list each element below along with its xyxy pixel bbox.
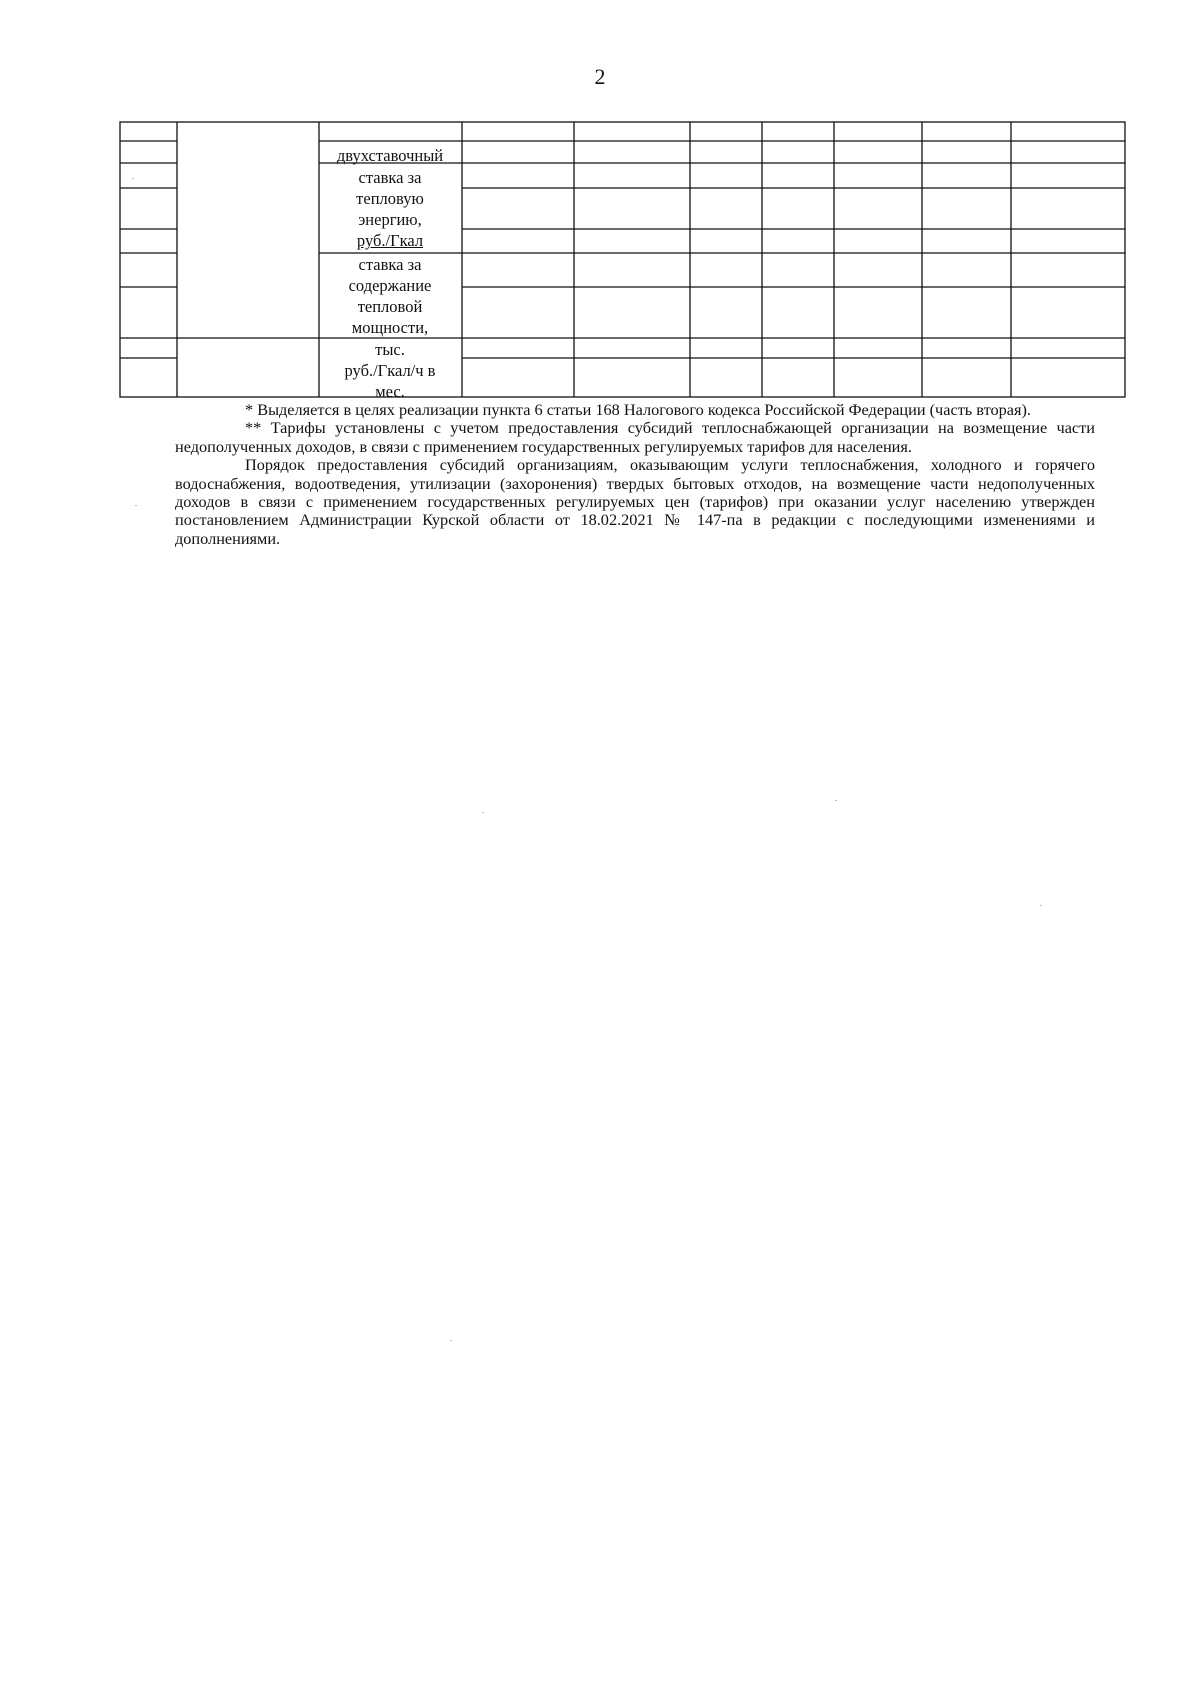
cell-label: тепловую [356, 189, 424, 208]
page-number: 2 [594, 64, 606, 89]
table-grid [119, 121, 1127, 399]
footnote-vat: * Выделяется в целях реализации пункта 6 статьи 168 Налогового кодекса Российской Федерации (часть вторая). [245, 400, 1031, 419]
footnotes [175, 401, 1095, 548]
cell-label: тепловой [357, 297, 423, 316]
tariff-table [119, 121, 1127, 399]
cell-label: руб./Гкал/ч в [344, 361, 436, 380]
cell-label: ставка за [358, 255, 422, 274]
cell-label: двухставочный [336, 146, 444, 165]
cell-label: энергию, [358, 210, 422, 229]
cell-label: тыс. [375, 340, 405, 359]
cell-label: ставка за [358, 168, 422, 187]
cell-label: мес. [375, 382, 405, 401]
subsidy-procedure-note: Порядок предоставления субсидий организациям, оказывающим услуги теплоснабжения, холодного и горячего водоснабжения, водоотведения, утилизации (захоронения) твердых бытовых отходов, на возмещение части недополученных доходов в связи с применением государственных регулируемых цен (тарифов) при оказании услуг населению утвержден постановлением Администрации Курской области от 18.02.2021 № 147-па в редакции с последующими изменениями и дополнениями. [175, 455, 1095, 548]
cell-label: руб./Гкал [356, 231, 424, 250]
footnote-subsidy: ** Тарифы установлены с учетом предоставления субсидий теплоснабжающей организации на возмещение части недополученных доходов, в связи с применением государственных регулируемых тарифов для населения. [175, 418, 1095, 456]
cell-label: мощности, [351, 318, 429, 337]
cell-label: содержание [348, 276, 432, 295]
